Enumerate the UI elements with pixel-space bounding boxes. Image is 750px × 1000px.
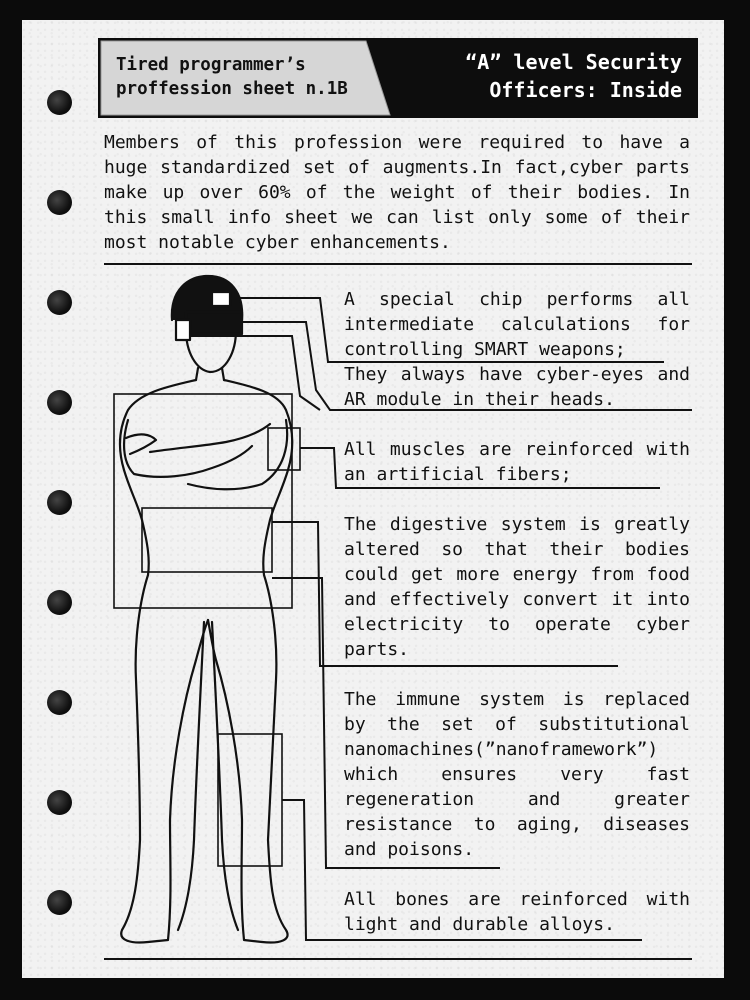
muscle-region-box — [268, 428, 300, 470]
bottom-divider — [104, 958, 692, 960]
callout-digestive: The digestive system is greatly altered so that their bodies could get more energy from food and effectively convert it into electricity to operate cyber parts. — [344, 514, 690, 660]
sheet-title: Tired programmer’s proffession sheet n.1B — [116, 55, 348, 99]
callout-eyes: They always have cyber-eyes and AR module in their heads. — [344, 364, 690, 410]
sheet-subject: “A” level Security Officers: Inside — [465, 50, 682, 102]
digestive-region-box — [142, 508, 272, 572]
callout-chip: A special chip performs all intermediate calculations for controlling SMART weapons; — [344, 289, 690, 360]
callout-muscles: All muscles are reinforced with an artificial fibers; — [344, 439, 690, 485]
intro-paragraph: Members of this profession were required to have a huge standardized set of augments.In fact,cyber parts make up over 60% of the weight of their bodies. In this small info sheet we can list only some of their most notable cyber enhancements. — [104, 132, 690, 253]
callout-bones: All bones are reinforced with light and durable alloys. — [344, 889, 690, 935]
callout-immune: The immune system is replaced by the set of substitutional nanomachines(”nanoframework”) which ensures very fast regeneration and greater resistance to aging, diseases and poisons. — [344, 689, 690, 860]
